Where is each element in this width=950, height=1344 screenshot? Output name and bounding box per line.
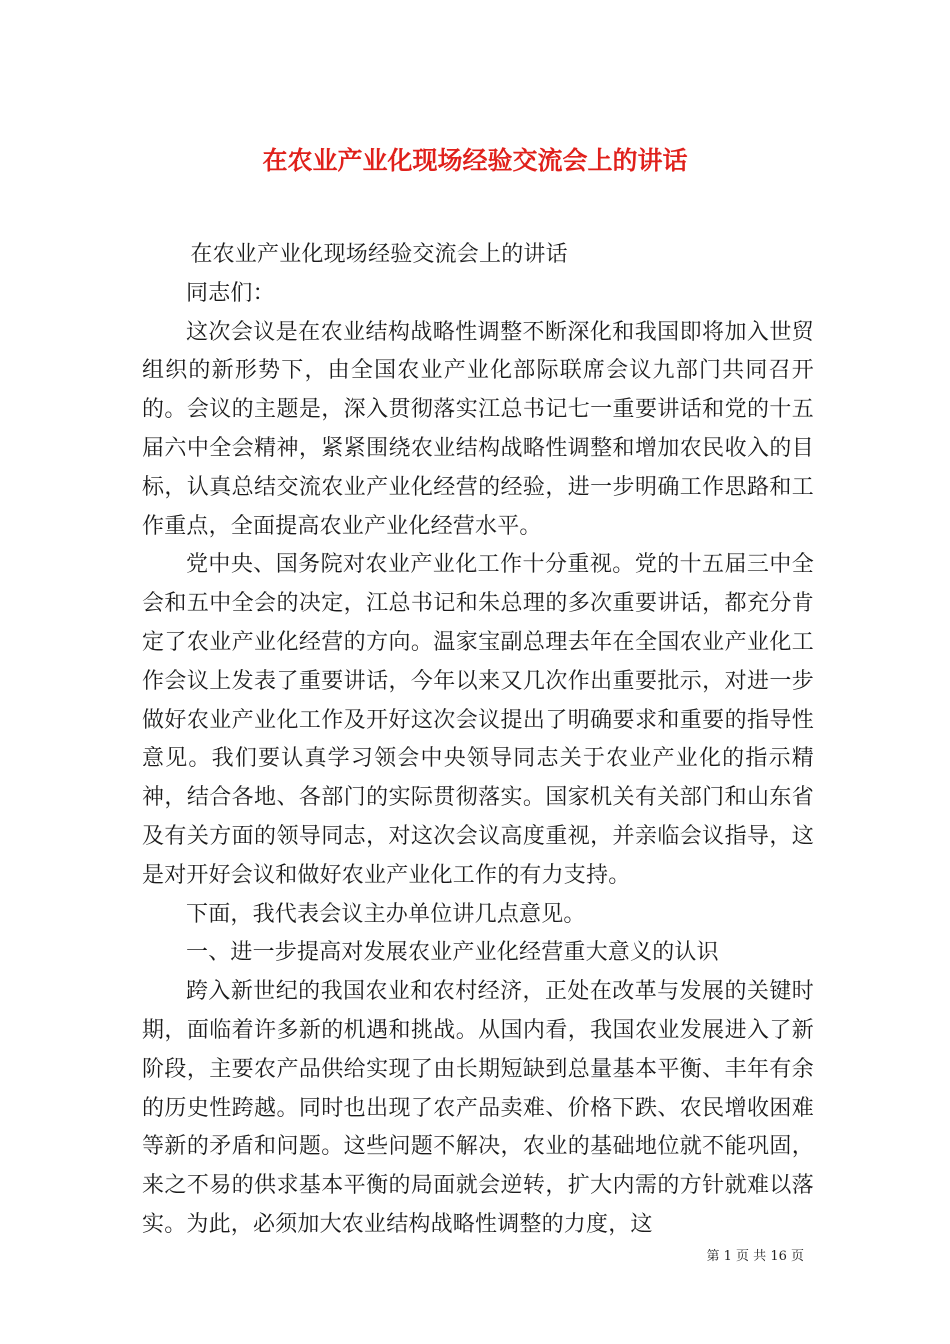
body-heading: 在农业产业化现场经验交流会上的讲话	[190, 242, 568, 267]
document-body	[142, 236, 814, 1245]
paragraph: 下面，我代表会议主办单位讲几点意见。	[186, 901, 586, 927]
paragraph: 跨入新世纪的我国农业和农村经济，正处在改革与发展的关键时期，面临着许多新的机遇和挑战。从国内看，我国农业发展进入了新阶段，主要农产品供给实现了由长期短缺到总量基本平衡、丰年有余的历史性跨越。同时也出现了农产品卖难、价格下跌、农民增收困难等新的矛盾和问题。这些问题不解决，农业的基础地位就不能巩固，来之不易的供求基本平衡的局面就会逆转，扩大内需的方针就难以落实。为此，必须加大农业结构战略性调整的力度，这	[142, 979, 814, 1237]
paragraph: 这次会议是在农业结构战略性调整不断深化和我国即将加入世贸组织的新形势下，由全国农业产业化部际联席会议九部门共同召开的。会议的主题是，深入贯彻落实江总书记七一重要讲话和党的十五届六中全会精神，紧紧围绕农业结构战略性调整和增加农民收入的目标，认真总结交流农业产业化经营的经验，进一步明确工作思路和工作重点，全面提高农业产业化经营水平。	[142, 319, 814, 539]
page-title: 在农业产业化现场经验交流会上的讲话	[262, 145, 688, 175]
page-number: 第 1 页 共 16 页	[706, 1249, 804, 1264]
section-heading: 一、进一步提高对发展农业产业化经营重大意义的认识	[186, 940, 719, 966]
salutation: 同志们：	[186, 280, 275, 306]
paragraph: 党中央、国务院对农业产业化工作十分重视。党的十五届三中全会和五中全会的决定，江总书记和朱总理的多次重要讲话，都充分肯定了农业产业化经营的方向。温家宝副总理去年在全国农业产业化工作会议上发表了重要讲话，今年以来又几次作出重要批示，对进一步做好农业产业化工作及开好这次会议提出了明确要求和重要的指导性意见。我们要认真学习领会中央领导同志关于农业产业化的指示精神，结合各地、各部门的实际贯彻落实。国家机关有关部门和山东省及有关方面的领导同志，对这次会议高度重视，并亲临会议指导，这是对开好会议和做好农业产业化工作的有力支持。	[142, 552, 814, 888]
